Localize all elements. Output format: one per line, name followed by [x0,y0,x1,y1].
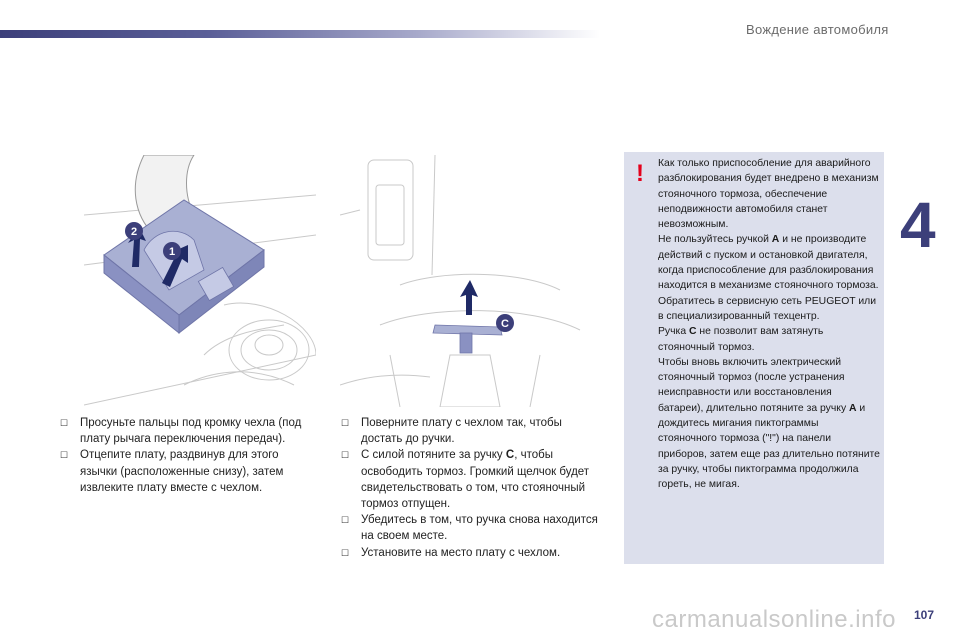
callout-2-label: 2 [130,226,138,238]
figure-brake-release-handle [340,155,598,407]
callout-1-label: 1 [168,246,176,258]
list-item: ☐ Поверните плату с чехлом так, чтобы достать до ручки. [341,417,562,446]
pull-arrow-icon [460,280,478,315]
page-number: 107 [914,608,935,622]
warning-exclamation-icon: ! [636,160,644,187]
list-item: ☐ Просуньте пальцы под кромку чехла (под плату рычага переключения передач). [60,417,302,446]
section-title: Вождение автомобиля [746,22,889,37]
callout-c-label: C [501,318,509,330]
right-instructions [341,415,599,561]
checkbox-bullet-icon: ☐ [341,450,350,461]
list-item: ☐ Отцепите плату, раздвинув для этого язычки (расположенные снизу), затем извлеките плату вместе с чехлом. [60,449,284,494]
checkbox-bullet-icon: ☐ [341,547,350,558]
figure-gear-cover-removal [84,155,316,407]
list-item: ☐ Убедитесь в том, что ручка снова находится на своем месте. [341,514,598,543]
checkbox-bullet-icon: ☐ [341,515,350,526]
list-item: ☐ Установите на место плату с чехлом. [341,545,599,561]
left-instructions [60,415,315,496]
chapter-number: 4 [900,189,936,261]
checkbox-bullet-icon: ☐ [60,418,69,428]
warning-text: Как только приспособление для аварийного разблокирования будет внедрено в механизм стояночного тормоза, обеспечение неподвижности автомобиля станет невозможным. Не пользуйтесь ручкой A и не производите действий с пуском и остановкой двигателя, когда приспособление для разблокирования находится в механизме стояночного тормоза. Обратитесь в сервисную сеть PEUGEOT или в специализированный техцентр. Ручка C не позволит вам затянуть стояночный тормоз. Чтобы вновь включить электрический стояночный тормоз (после устранения неисправности или восстановления батареи), длительно потяните за ручку A и дождитесь мигания пиктограммы стояночного тормоза ("!") на панели приборов, затем еще раз длительно потяните за ручку, чтобы пиктограмма продолжила гореть, не мигая. [658,158,880,491]
checkbox-bullet-icon: ☐ [341,418,350,428]
brake-handle-illustration [340,155,598,407]
list-item: ☐ С силой потяните за ручку C, чтобы освободить тормоз. Громкий щелчок будет свидетельствовать о том, что стояночный тормоз отпущен. [341,449,590,511]
watermark: carmanualsonline.info [652,606,896,633]
gear-cover-illustration [84,155,316,407]
header-gradient-bar [0,30,600,38]
warning-box [624,152,884,564]
checkbox-bullet-icon: ☐ [60,450,69,461]
